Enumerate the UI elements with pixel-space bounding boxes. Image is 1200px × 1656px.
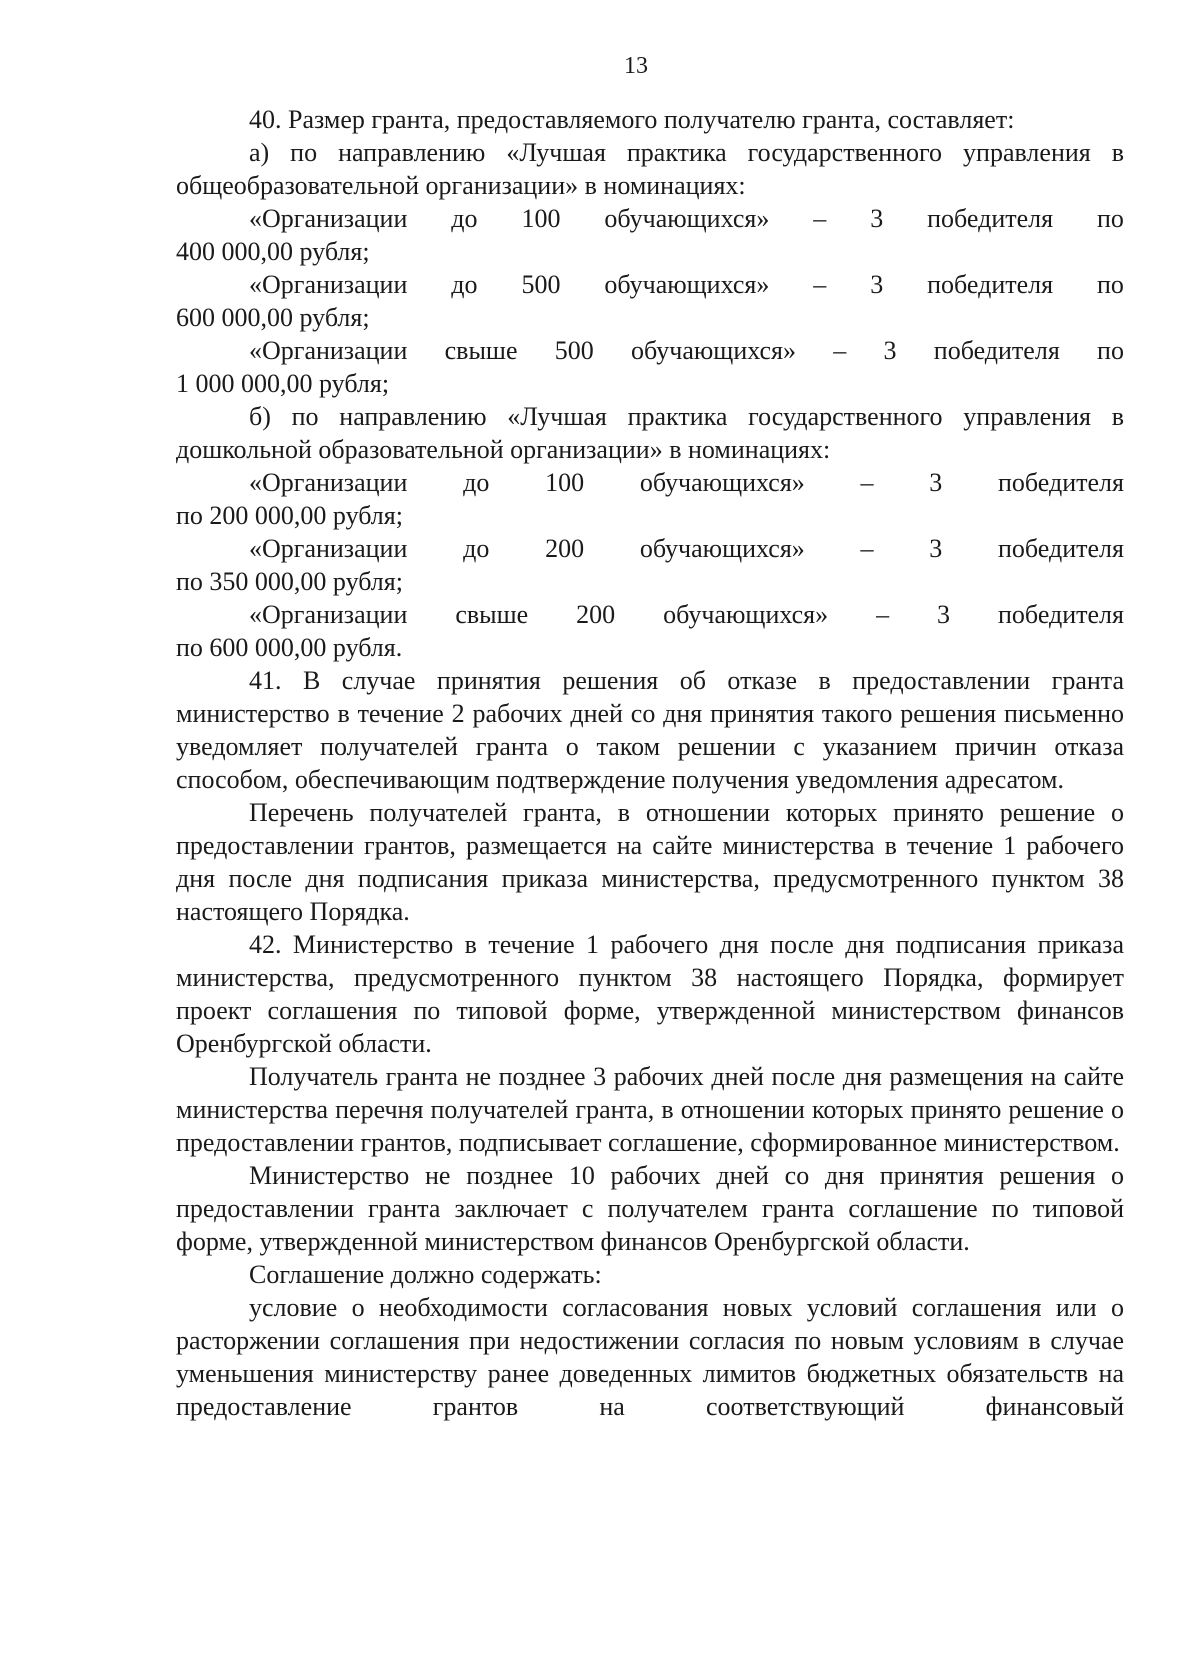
nomination-word: 3 [929,534,943,563]
nomination-line [176,334,1124,367]
nomination-word: обучающихся» [663,600,829,629]
nomination-word: 200 [576,600,616,629]
nomination-word: обучающихся» [639,468,805,497]
nomination-word: «Организации [249,336,408,365]
nomination-word: 200 [545,534,585,563]
nomination-item [176,466,1124,532]
paragraph-41: 41. В случае принятия решения об отказе в предоставлении гранта министерство в течение 2 рабочих дней со дня принятия такого решения письменно уведомляет получателей гранта о таком решении с указанием причин отказа способом, обеспечивающим подтверждение получения уведомления адресатом. [176,666,1124,794]
nomination-word: 500 [521,270,561,299]
nomination-word: победителя [927,204,1054,233]
nomination-amount: 1 000 000,00 рубля; [176,369,390,398]
nomination-word: – [860,534,874,563]
nomination-word: обучающихся» [631,336,796,365]
document-body [176,103,1124,1423]
nomination-word: 3 [937,600,951,629]
nomination-word: 3 [870,270,884,299]
nomination-word: свыше [444,336,518,365]
nomination-word: 3 [883,336,897,365]
nominations-a-list [176,202,1124,400]
nomination-word: победителя [997,468,1124,497]
nomination-line [176,202,1124,235]
nomination-word: «Организации [249,270,408,299]
nominations-b-list [176,466,1124,664]
nomination-word: победителя [998,600,1124,629]
nomination-line [176,466,1124,499]
paragraph-42: 42. Министерство в течение 1 рабочего дня после дня подписания приказа министерства, предусмотренного пунктом 38 настоящего Порядка, формирует проект соглашения по типовой форме, утвержденной министерством финансов Оренбургской области. [176,930,1124,1058]
paragraph-42-condition: условие о необходимости согласования новых условий соглашения или о расторжении соглашения при недостижении согласия по новым условиям в случае уменьшения министерству ранее доведенных лимитов бюджетных обязательств на предоставление грантов на соответствующий финансовый [176,1293,1124,1421]
nomination-word: – [833,336,847,365]
nomination-word: обучающихся» [604,204,770,233]
nomination-word: обучающихся» [639,534,805,563]
nomination-item [176,268,1124,334]
nomination-line [176,268,1124,301]
nomination-amount: по 200 000,00 рубля; [176,501,403,530]
nomination-amount: по 350 000,00 рубля; [176,567,403,596]
nomination-word: «Организации [249,600,408,629]
paragraph-40: 40. Размер гранта, предоставляемого получателю гранта, составляет: [249,105,1015,134]
nomination-word: – [860,468,874,497]
nomination-line [176,598,1124,631]
nomination-word: до [463,534,490,563]
nomination-word: 500 [554,336,594,365]
nomination-word: победителя [927,270,1054,299]
nomination-word: «Организации [249,534,408,563]
nomination-amount: 400 000,00 рубля; [176,237,370,266]
paragraph-41-list-publication: Перечень получателей гранта, в отношении которых принято решение о предоставлении грантов, размещается на сайте министерства в течение 1 рабочего дня после дня подписания приказа министерства, предусмотренного пунктом 38 настоящего Порядка. [176,798,1124,926]
nomination-line [176,532,1124,565]
nomination-word: 100 [521,204,561,233]
nomination-word: победителя [933,336,1060,365]
nomination-word: по [1097,270,1124,299]
nomination-word: по [1097,336,1124,365]
nomination-word: 3 [929,468,943,497]
nomination-item [176,202,1124,268]
nomination-word: по [1097,204,1124,233]
nomination-word: 3 [870,204,884,233]
nomination-word: победителя [997,534,1124,563]
nomination-word: обучающихся» [604,270,770,299]
nomination-amount: 600 000,00 рубля; [176,303,370,332]
nomination-word: до [451,270,478,299]
paragraph-42-agreement-contents: Соглашение должно содержать: [249,1260,602,1289]
paragraph-40a: а) по направлению «Лучшая практика государственного управления в общеобразовательной организации» в номинациях: [176,138,1124,200]
nomination-word: свыше [455,600,529,629]
nomination-word: «Организации [249,468,408,497]
paragraph-42-signing: Получатель гранта не позднее 3 рабочих дней после дня размещения на сайте министерства перечня получателей гранта, в отношении которых принято решение о предоставлении грантов, подписывает соглашение, сформированное министерством. [176,1062,1124,1157]
nomination-word: 100 [545,468,585,497]
page-number: 13 [624,53,648,79]
nomination-item [176,532,1124,598]
paragraph-40b: б) по направлению «Лучшая практика государственного управления в дошкольной образовательной организации» в номинациях: [176,402,1124,464]
nomination-word: – [813,270,827,299]
nomination-word: – [876,600,890,629]
nomination-word: до [463,468,490,497]
nomination-item [176,334,1124,400]
nomination-amount: по 600 000,00 рубля. [176,633,403,662]
nomination-word: – [813,204,827,233]
paragraph-42-conclusion: Министерство не позднее 10 рабочих дней со дня принятия решения о предоставлении гранта заключает с получателем гранта соглашение по типовой форме, утвержденной министерством финансов Оренбургской области. [176,1161,1124,1256]
nomination-word: «Организации [249,204,408,233]
nomination-item [176,598,1124,664]
nomination-word: до [451,204,478,233]
